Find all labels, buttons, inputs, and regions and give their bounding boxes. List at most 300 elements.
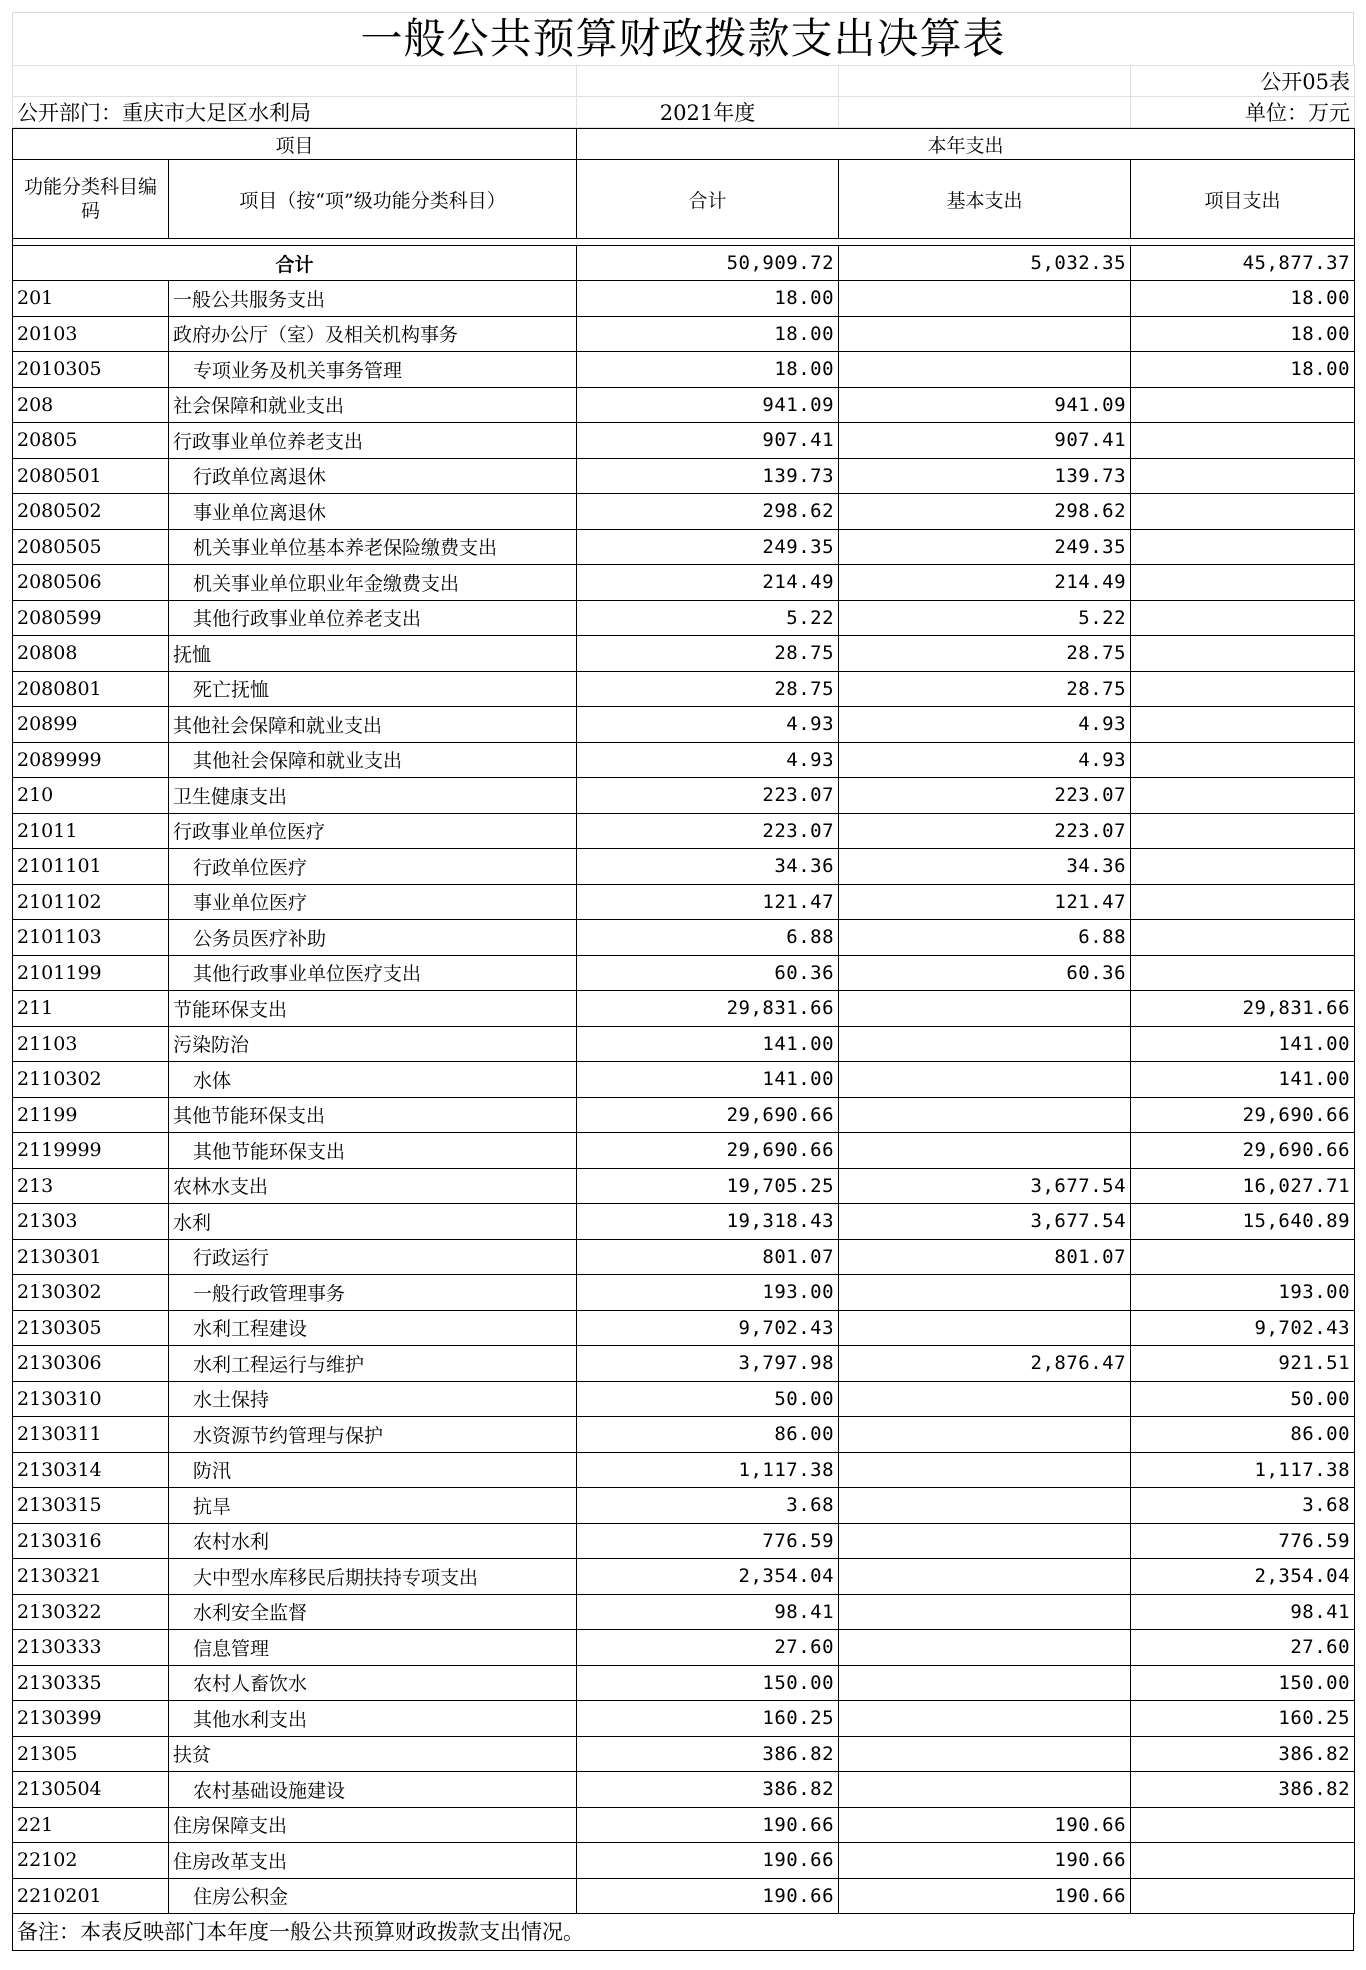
row-name: 行政单位离退休 bbox=[169, 458, 577, 494]
row-total: 19,318.43 bbox=[577, 1204, 839, 1240]
table-row bbox=[13, 1772, 1355, 1808]
row-basic bbox=[839, 316, 1131, 352]
table-row bbox=[13, 1346, 1355, 1382]
row-basic: 139.73 bbox=[839, 458, 1131, 494]
table-row bbox=[13, 1665, 1355, 1701]
table-row bbox=[13, 920, 1355, 956]
row-total: 941.09 bbox=[577, 387, 839, 423]
row-code: 221 bbox=[13, 1807, 169, 1843]
row-code: 21305 bbox=[13, 1736, 169, 1772]
row-total: 86.00 bbox=[577, 1417, 839, 1453]
row-total: 121.47 bbox=[577, 884, 839, 920]
table-row bbox=[13, 1062, 1355, 1098]
row-name: 扶贫 bbox=[169, 1736, 577, 1772]
table-number: 公开05表 bbox=[1131, 66, 1355, 97]
total-basic: 5,032.35 bbox=[839, 246, 1131, 281]
table-row bbox=[13, 316, 1355, 352]
row-name: 住房改革支出 bbox=[169, 1843, 577, 1879]
row-code: 20808 bbox=[13, 636, 169, 672]
row-project bbox=[1131, 920, 1355, 956]
info-empty bbox=[839, 66, 1131, 97]
row-name: 节能环保支出 bbox=[169, 991, 577, 1027]
row-name: 污染防治 bbox=[169, 1026, 577, 1062]
row-code: 21103 bbox=[13, 1026, 169, 1062]
table-row bbox=[13, 1168, 1355, 1204]
row-project bbox=[1131, 494, 1355, 530]
row-project: 29,690.66 bbox=[1131, 1097, 1355, 1133]
row-code: 2119999 bbox=[13, 1133, 169, 1169]
row-name: 一般公共服务支出 bbox=[169, 281, 577, 317]
table-row bbox=[13, 1630, 1355, 1666]
row-basic: 801.07 bbox=[839, 1239, 1131, 1275]
row-basic: 3,677.54 bbox=[839, 1168, 1131, 1204]
row-code: 201 bbox=[13, 281, 169, 317]
row-total: 29,831.66 bbox=[577, 991, 839, 1027]
row-project: 921.51 bbox=[1131, 1346, 1355, 1382]
table-row bbox=[13, 1417, 1355, 1453]
table-row bbox=[13, 1488, 1355, 1524]
row-total: 386.82 bbox=[577, 1772, 839, 1808]
header-project: 项目 bbox=[13, 129, 577, 160]
row-project bbox=[1131, 529, 1355, 565]
header-current-year: 本年支出 bbox=[577, 129, 1355, 160]
row-code: 20899 bbox=[13, 707, 169, 743]
row-project: 27.60 bbox=[1131, 1630, 1355, 1666]
table-row bbox=[13, 849, 1355, 885]
total-label: 合计 bbox=[13, 246, 577, 281]
table-row bbox=[13, 352, 1355, 388]
row-name: 抗旱 bbox=[169, 1488, 577, 1524]
row-name: 死亡抚恤 bbox=[169, 671, 577, 707]
row-project bbox=[1131, 778, 1355, 814]
table-row bbox=[13, 1310, 1355, 1346]
row-project: 16,027.71 bbox=[1131, 1168, 1355, 1204]
row-code: 2101101 bbox=[13, 849, 169, 885]
row-total: 18.00 bbox=[577, 316, 839, 352]
row-name: 水利安全监督 bbox=[169, 1594, 577, 1630]
row-total: 19,705.25 bbox=[577, 1168, 839, 1204]
row-name: 信息管理 bbox=[169, 1630, 577, 1666]
row-total: 3.68 bbox=[577, 1488, 839, 1524]
row-basic: 3,677.54 bbox=[839, 1204, 1131, 1240]
row-project: 9,702.43 bbox=[1131, 1310, 1355, 1346]
table-row bbox=[13, 1026, 1355, 1062]
row-basic bbox=[839, 1488, 1131, 1524]
header-total: 合计 bbox=[577, 160, 839, 239]
row-name: 政府办公厅（室）及相关机构事务 bbox=[169, 316, 577, 352]
row-basic bbox=[839, 1701, 1131, 1737]
row-code: 21199 bbox=[13, 1097, 169, 1133]
table-row bbox=[13, 423, 1355, 459]
row-total: 160.25 bbox=[577, 1701, 839, 1737]
table-row bbox=[13, 778, 1355, 814]
info-empty bbox=[839, 97, 1131, 128]
row-total: 9,702.43 bbox=[577, 1310, 839, 1346]
header-code: 功能分类科目编码 bbox=[13, 160, 169, 239]
row-code: 2130302 bbox=[13, 1275, 169, 1311]
row-name: 防汛 bbox=[169, 1452, 577, 1488]
row-name: 行政事业单位养老支出 bbox=[169, 423, 577, 459]
row-total: 298.62 bbox=[577, 494, 839, 530]
row-project bbox=[1131, 565, 1355, 601]
row-code: 2130322 bbox=[13, 1594, 169, 1630]
row-code: 2080502 bbox=[13, 494, 169, 530]
row-total: 190.66 bbox=[577, 1807, 839, 1843]
row-name: 水利工程运行与维护 bbox=[169, 1346, 577, 1382]
row-total: 60.36 bbox=[577, 955, 839, 991]
row-total: 5.22 bbox=[577, 600, 839, 636]
row-code: 2010305 bbox=[13, 352, 169, 388]
row-basic: 6.88 bbox=[839, 920, 1131, 956]
row-total: 223.07 bbox=[577, 778, 839, 814]
table-row bbox=[13, 742, 1355, 778]
row-basic bbox=[839, 1275, 1131, 1311]
info-empty bbox=[13, 66, 577, 97]
row-project bbox=[1131, 1239, 1355, 1275]
row-name: 机关事业单位职业年金缴费支出 bbox=[169, 565, 577, 601]
row-code: 2080505 bbox=[13, 529, 169, 565]
table-row bbox=[13, 494, 1355, 530]
table-row bbox=[13, 1878, 1355, 1914]
row-basic bbox=[839, 1133, 1131, 1169]
row-basic: 190.66 bbox=[839, 1878, 1131, 1914]
table-row bbox=[13, 1843, 1355, 1879]
total-project: 45,877.37 bbox=[1131, 246, 1355, 281]
table-row bbox=[13, 529, 1355, 565]
row-total: 190.66 bbox=[577, 1843, 839, 1879]
total-row bbox=[13, 246, 1355, 281]
row-basic: 190.66 bbox=[839, 1807, 1131, 1843]
table-row bbox=[13, 1097, 1355, 1133]
row-total: 139.73 bbox=[577, 458, 839, 494]
row-project: 18.00 bbox=[1131, 316, 1355, 352]
table-row bbox=[13, 600, 1355, 636]
row-basic bbox=[839, 1772, 1131, 1808]
row-basic bbox=[839, 1594, 1131, 1630]
row-code: 2130314 bbox=[13, 1452, 169, 1488]
fiscal-year: 2021年度 bbox=[577, 97, 839, 128]
row-name: 其他行政事业单位养老支出 bbox=[169, 600, 577, 636]
row-basic bbox=[839, 281, 1131, 317]
row-code: 2130316 bbox=[13, 1523, 169, 1559]
table-row bbox=[13, 458, 1355, 494]
row-total: 776.59 bbox=[577, 1523, 839, 1559]
table-row bbox=[13, 1594, 1355, 1630]
table-row bbox=[13, 1133, 1355, 1169]
row-project: 98.41 bbox=[1131, 1594, 1355, 1630]
row-basic: 298.62 bbox=[839, 494, 1131, 530]
row-basic: 28.75 bbox=[839, 671, 1131, 707]
row-code: 2130305 bbox=[13, 1310, 169, 1346]
row-code: 2130335 bbox=[13, 1665, 169, 1701]
row-total: 249.35 bbox=[577, 529, 839, 565]
row-name: 其他社会保障和就业支出 bbox=[169, 707, 577, 743]
row-project: 86.00 bbox=[1131, 1417, 1355, 1453]
row-name: 一般行政管理事务 bbox=[169, 1275, 577, 1311]
row-name: 行政运行 bbox=[169, 1239, 577, 1275]
row-basic bbox=[839, 1381, 1131, 1417]
row-basic: 223.07 bbox=[839, 778, 1131, 814]
row-total: 4.93 bbox=[577, 742, 839, 778]
row-code: 2080501 bbox=[13, 458, 169, 494]
row-code: 208 bbox=[13, 387, 169, 423]
row-basic: 2,876.47 bbox=[839, 1346, 1131, 1382]
info-empty bbox=[577, 66, 839, 97]
row-basic bbox=[839, 1310, 1131, 1346]
row-project bbox=[1131, 884, 1355, 920]
header-row-2 bbox=[13, 160, 1355, 239]
header-row-1 bbox=[13, 129, 1355, 160]
row-basic: 28.75 bbox=[839, 636, 1131, 672]
row-name: 机关事业单位基本养老保险缴费支出 bbox=[169, 529, 577, 565]
row-name: 社会保障和就业支出 bbox=[169, 387, 577, 423]
row-name: 大中型水库移民后期扶持专项支出 bbox=[169, 1559, 577, 1595]
row-project bbox=[1131, 707, 1355, 743]
row-project: 29,831.66 bbox=[1131, 991, 1355, 1027]
row-code: 211 bbox=[13, 991, 169, 1027]
row-code: 2130311 bbox=[13, 1417, 169, 1453]
info-table bbox=[12, 65, 1355, 128]
row-code: 2130321 bbox=[13, 1559, 169, 1595]
row-basic: 121.47 bbox=[839, 884, 1131, 920]
row-name: 农村人畜饮水 bbox=[169, 1665, 577, 1701]
row-project: 160.25 bbox=[1131, 1701, 1355, 1737]
row-basic bbox=[839, 1665, 1131, 1701]
row-project: 50.00 bbox=[1131, 1381, 1355, 1417]
row-name: 行政单位医疗 bbox=[169, 849, 577, 885]
table-row bbox=[13, 707, 1355, 743]
row-name: 水资源节约管理与保护 bbox=[169, 1417, 577, 1453]
row-total: 150.00 bbox=[577, 1665, 839, 1701]
row-code: 21011 bbox=[13, 813, 169, 849]
row-basic bbox=[839, 1097, 1131, 1133]
header-basic: 基本支出 bbox=[839, 160, 1131, 239]
table-row bbox=[13, 884, 1355, 920]
row-total: 193.00 bbox=[577, 1275, 839, 1311]
row-project: 776.59 bbox=[1131, 1523, 1355, 1559]
row-name: 水利 bbox=[169, 1204, 577, 1240]
row-project bbox=[1131, 458, 1355, 494]
row-name: 其他节能环保支出 bbox=[169, 1097, 577, 1133]
row-project bbox=[1131, 387, 1355, 423]
row-total: 907.41 bbox=[577, 423, 839, 459]
row-total: 1,117.38 bbox=[577, 1452, 839, 1488]
table-row bbox=[13, 281, 1355, 317]
row-basic bbox=[839, 1630, 1131, 1666]
row-name: 农村水利 bbox=[169, 1523, 577, 1559]
row-total: 34.36 bbox=[577, 849, 839, 885]
table-row bbox=[13, 1275, 1355, 1311]
row-code: 2130399 bbox=[13, 1701, 169, 1737]
row-name: 农村基础设施建设 bbox=[169, 1772, 577, 1808]
row-basic bbox=[839, 1417, 1131, 1453]
gap-cell bbox=[13, 239, 1355, 246]
row-name: 事业单位离退休 bbox=[169, 494, 577, 530]
row-name: 专项业务及机关事务管理 bbox=[169, 352, 577, 388]
row-code: 2089999 bbox=[13, 742, 169, 778]
row-project bbox=[1131, 849, 1355, 885]
row-project bbox=[1131, 742, 1355, 778]
row-code: 2130504 bbox=[13, 1772, 169, 1808]
row-name: 公务员医疗补助 bbox=[169, 920, 577, 956]
table-row bbox=[13, 1239, 1355, 1275]
row-total: 3,797.98 bbox=[577, 1346, 839, 1382]
row-project: 3.68 bbox=[1131, 1488, 1355, 1524]
row-name: 水土保持 bbox=[169, 1381, 577, 1417]
row-code: 2101103 bbox=[13, 920, 169, 956]
row-code: 2080801 bbox=[13, 671, 169, 707]
table-row bbox=[13, 565, 1355, 601]
row-basic: 190.66 bbox=[839, 1843, 1131, 1879]
row-name: 住房保障支出 bbox=[169, 1807, 577, 1843]
row-project bbox=[1131, 813, 1355, 849]
row-total: 18.00 bbox=[577, 352, 839, 388]
unit-label: 单位：万元 bbox=[1131, 97, 1355, 128]
row-total: 27.60 bbox=[577, 1630, 839, 1666]
header-gap bbox=[13, 239, 1355, 246]
total-total: 50,909.72 bbox=[577, 246, 839, 281]
table-row bbox=[13, 671, 1355, 707]
row-project bbox=[1131, 955, 1355, 991]
row-code: 2130315 bbox=[13, 1488, 169, 1524]
row-basic bbox=[839, 991, 1131, 1027]
row-project: 18.00 bbox=[1131, 352, 1355, 388]
row-basic bbox=[839, 1559, 1131, 1595]
row-total: 4.93 bbox=[577, 707, 839, 743]
row-name: 卫生健康支出 bbox=[169, 778, 577, 814]
row-total: 141.00 bbox=[577, 1026, 839, 1062]
row-name: 其他水利支出 bbox=[169, 1701, 577, 1737]
row-total: 18.00 bbox=[577, 281, 839, 317]
row-code: 21303 bbox=[13, 1204, 169, 1240]
row-project: 141.00 bbox=[1131, 1026, 1355, 1062]
table-row bbox=[13, 1701, 1355, 1737]
row-project: 141.00 bbox=[1131, 1062, 1355, 1098]
table-row bbox=[13, 1204, 1355, 1240]
expenditure-table bbox=[12, 128, 1355, 1914]
row-total: 190.66 bbox=[577, 1878, 839, 1914]
row-project: 150.00 bbox=[1131, 1665, 1355, 1701]
footnote: 备注：本表反映部门本年度一般公共预算财政拨款支出情况。 bbox=[12, 1914, 1354, 1951]
row-total: 386.82 bbox=[577, 1736, 839, 1772]
row-basic: 34.36 bbox=[839, 849, 1131, 885]
row-total: 28.75 bbox=[577, 636, 839, 672]
row-code: 2210201 bbox=[13, 1878, 169, 1914]
row-code: 20805 bbox=[13, 423, 169, 459]
table-row bbox=[13, 1736, 1355, 1772]
row-basic bbox=[839, 352, 1131, 388]
row-project bbox=[1131, 636, 1355, 672]
row-project bbox=[1131, 1807, 1355, 1843]
row-project: 2,354.04 bbox=[1131, 1559, 1355, 1595]
row-code: 2101102 bbox=[13, 884, 169, 920]
budget-table-page bbox=[12, 12, 1354, 1951]
row-code: 2080599 bbox=[13, 600, 169, 636]
table-row bbox=[13, 1523, 1355, 1559]
row-project: 193.00 bbox=[1131, 1275, 1355, 1311]
row-project bbox=[1131, 600, 1355, 636]
row-code: 20103 bbox=[13, 316, 169, 352]
row-code: 213 bbox=[13, 1168, 169, 1204]
row-code: 2101199 bbox=[13, 955, 169, 991]
row-code: 2080506 bbox=[13, 565, 169, 601]
row-basic bbox=[839, 1062, 1131, 1098]
row-name: 住房公积金 bbox=[169, 1878, 577, 1914]
row-project bbox=[1131, 1878, 1355, 1914]
row-total: 29,690.66 bbox=[577, 1133, 839, 1169]
row-total: 50.00 bbox=[577, 1381, 839, 1417]
row-basic bbox=[839, 1026, 1131, 1062]
row-name: 水利工程建设 bbox=[169, 1310, 577, 1346]
row-code: 2130306 bbox=[13, 1346, 169, 1382]
row-basic: 214.49 bbox=[839, 565, 1131, 601]
row-basic: 223.07 bbox=[839, 813, 1131, 849]
row-project bbox=[1131, 671, 1355, 707]
row-name: 农林水支出 bbox=[169, 1168, 577, 1204]
row-code: 22102 bbox=[13, 1843, 169, 1879]
row-project bbox=[1131, 1843, 1355, 1879]
row-code: 210 bbox=[13, 778, 169, 814]
row-name: 水体 bbox=[169, 1062, 577, 1098]
page-title: 一般公共预算财政拨款支出决算表 bbox=[12, 12, 1354, 65]
table-row bbox=[13, 636, 1355, 672]
row-basic: 60.36 bbox=[839, 955, 1131, 991]
row-name: 行政事业单位医疗 bbox=[169, 813, 577, 849]
table-row bbox=[13, 991, 1355, 1027]
row-code: 2130333 bbox=[13, 1630, 169, 1666]
row-code: 2110302 bbox=[13, 1062, 169, 1098]
table-row bbox=[13, 1559, 1355, 1595]
table-row bbox=[13, 1452, 1355, 1488]
table-row bbox=[13, 387, 1355, 423]
row-basic: 907.41 bbox=[839, 423, 1131, 459]
row-total: 29,690.66 bbox=[577, 1097, 839, 1133]
row-total: 6.88 bbox=[577, 920, 839, 956]
row-project: 386.82 bbox=[1131, 1772, 1355, 1808]
header-item: 项目（按“项”级功能分类科目） bbox=[169, 160, 577, 239]
row-name: 其他节能环保支出 bbox=[169, 1133, 577, 1169]
row-total: 28.75 bbox=[577, 671, 839, 707]
row-code: 2130301 bbox=[13, 1239, 169, 1275]
row-total: 98.41 bbox=[577, 1594, 839, 1630]
row-basic: 4.93 bbox=[839, 742, 1131, 778]
row-code: 2130310 bbox=[13, 1381, 169, 1417]
row-project: 1,117.38 bbox=[1131, 1452, 1355, 1488]
table-row bbox=[13, 1807, 1355, 1843]
row-total: 223.07 bbox=[577, 813, 839, 849]
table-row bbox=[13, 955, 1355, 991]
row-project: 29,690.66 bbox=[1131, 1133, 1355, 1169]
row-basic: 4.93 bbox=[839, 707, 1131, 743]
table-row bbox=[13, 1381, 1355, 1417]
row-basic: 5.22 bbox=[839, 600, 1131, 636]
row-project: 15,640.89 bbox=[1131, 1204, 1355, 1240]
row-total: 801.07 bbox=[577, 1239, 839, 1275]
header-project-exp: 项目支出 bbox=[1131, 160, 1355, 239]
row-project: 386.82 bbox=[1131, 1736, 1355, 1772]
row-basic bbox=[839, 1736, 1131, 1772]
table-row bbox=[13, 813, 1355, 849]
row-project: 18.00 bbox=[1131, 281, 1355, 317]
row-name: 事业单位医疗 bbox=[169, 884, 577, 920]
row-total: 214.49 bbox=[577, 565, 839, 601]
row-basic bbox=[839, 1523, 1131, 1559]
row-name: 其他行政事业单位医疗支出 bbox=[169, 955, 577, 991]
row-project bbox=[1131, 423, 1355, 459]
row-basic bbox=[839, 1452, 1131, 1488]
row-basic: 941.09 bbox=[839, 387, 1131, 423]
department-label: 公开部门：重庆市大足区水利局 bbox=[13, 97, 577, 128]
